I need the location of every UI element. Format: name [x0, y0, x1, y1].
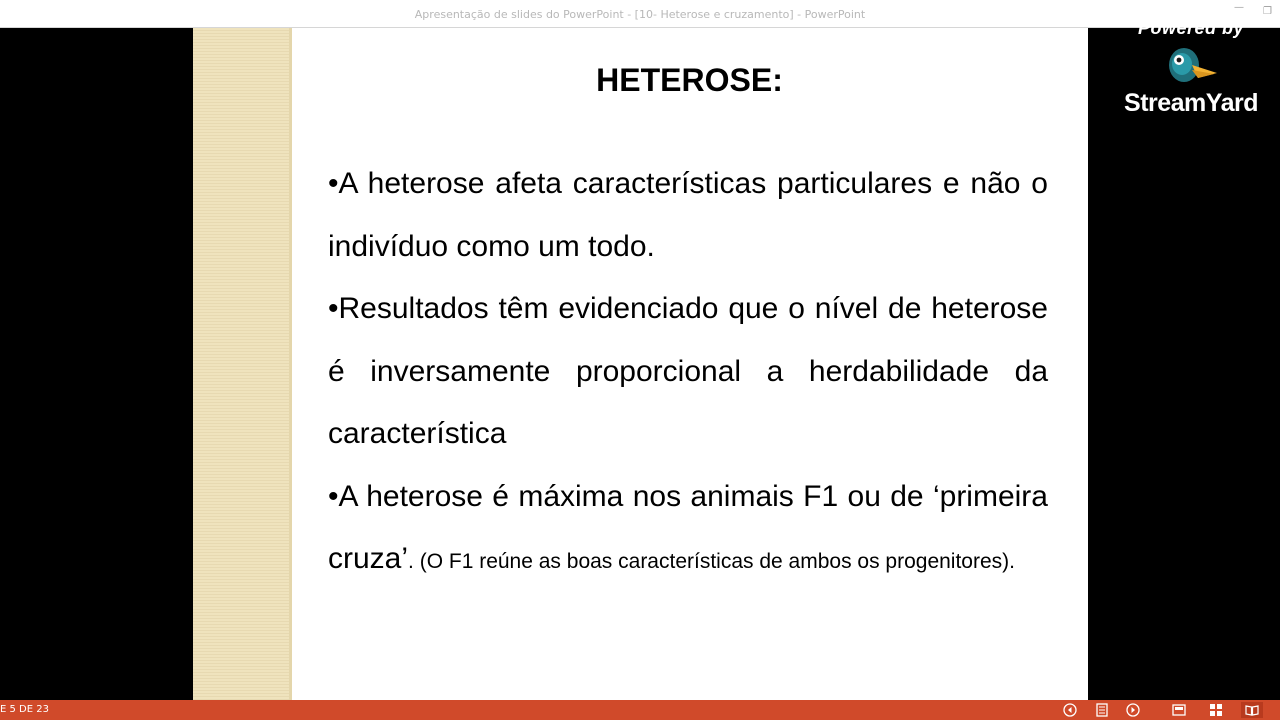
- powered-by-label: Powered by: [1137, 18, 1245, 38]
- bullet-3-note: . (O F1 reúne as boas características de ambos os progenitores).: [408, 550, 1015, 573]
- slide-decorative-stripe: [193, 28, 291, 700]
- bullet-1: •A heterose afeta características particulares e não o indivíduo como um todo.: [328, 167, 1048, 263]
- previous-slide-button[interactable]: [1062, 702, 1078, 718]
- reading-view-icon: [1245, 704, 1259, 716]
- slide-stripe-edge: [289, 28, 292, 700]
- previous-icon: [1063, 703, 1077, 717]
- minimize-button[interactable]: —: [1234, 2, 1244, 13]
- streamyard-brand: StreamYard: [1124, 89, 1258, 117]
- notes-button[interactable]: [1094, 702, 1110, 718]
- window-title: Apresentação de slides do PowerPoint - [10- Heterose e cruzamento] - PowerPoint: [414, 8, 866, 21]
- slide-body: [328, 153, 1048, 591]
- normal-view-button[interactable]: [1171, 702, 1187, 718]
- restore-button[interactable]: ❐: [1263, 6, 1272, 17]
- next-icon: [1126, 703, 1140, 717]
- window-title-bar: [0, 0, 1280, 28]
- reading-view-button[interactable]: [1241, 702, 1263, 718]
- notes-icon: [1096, 703, 1108, 717]
- next-slide-button[interactable]: [1125, 702, 1141, 718]
- status-bar: [0, 700, 1280, 720]
- bullet-3: [328, 466, 1048, 591]
- bullet-2: •Resultados têm evidenciado que o nível de heterose é inversamente proporcional a herdabilidade da característica: [328, 292, 1048, 450]
- slide-sorter-icon: [1209, 703, 1223, 717]
- slide-sorter-button[interactable]: [1208, 702, 1224, 718]
- normal-view-icon: [1172, 704, 1186, 716]
- streamyard-duck-icon: [1162, 43, 1220, 87]
- slide-counter: E 5 DE 23: [0, 704, 49, 715]
- slide: [193, 28, 1088, 700]
- bullet-3-main: •A heterose é máxima nos animais F1 ou de ‘primeira cruza’: [328, 479, 1048, 575]
- slide-title: HETEROSE:: [596, 62, 783, 98]
- streamyard-watermark: [1116, 18, 1266, 118]
